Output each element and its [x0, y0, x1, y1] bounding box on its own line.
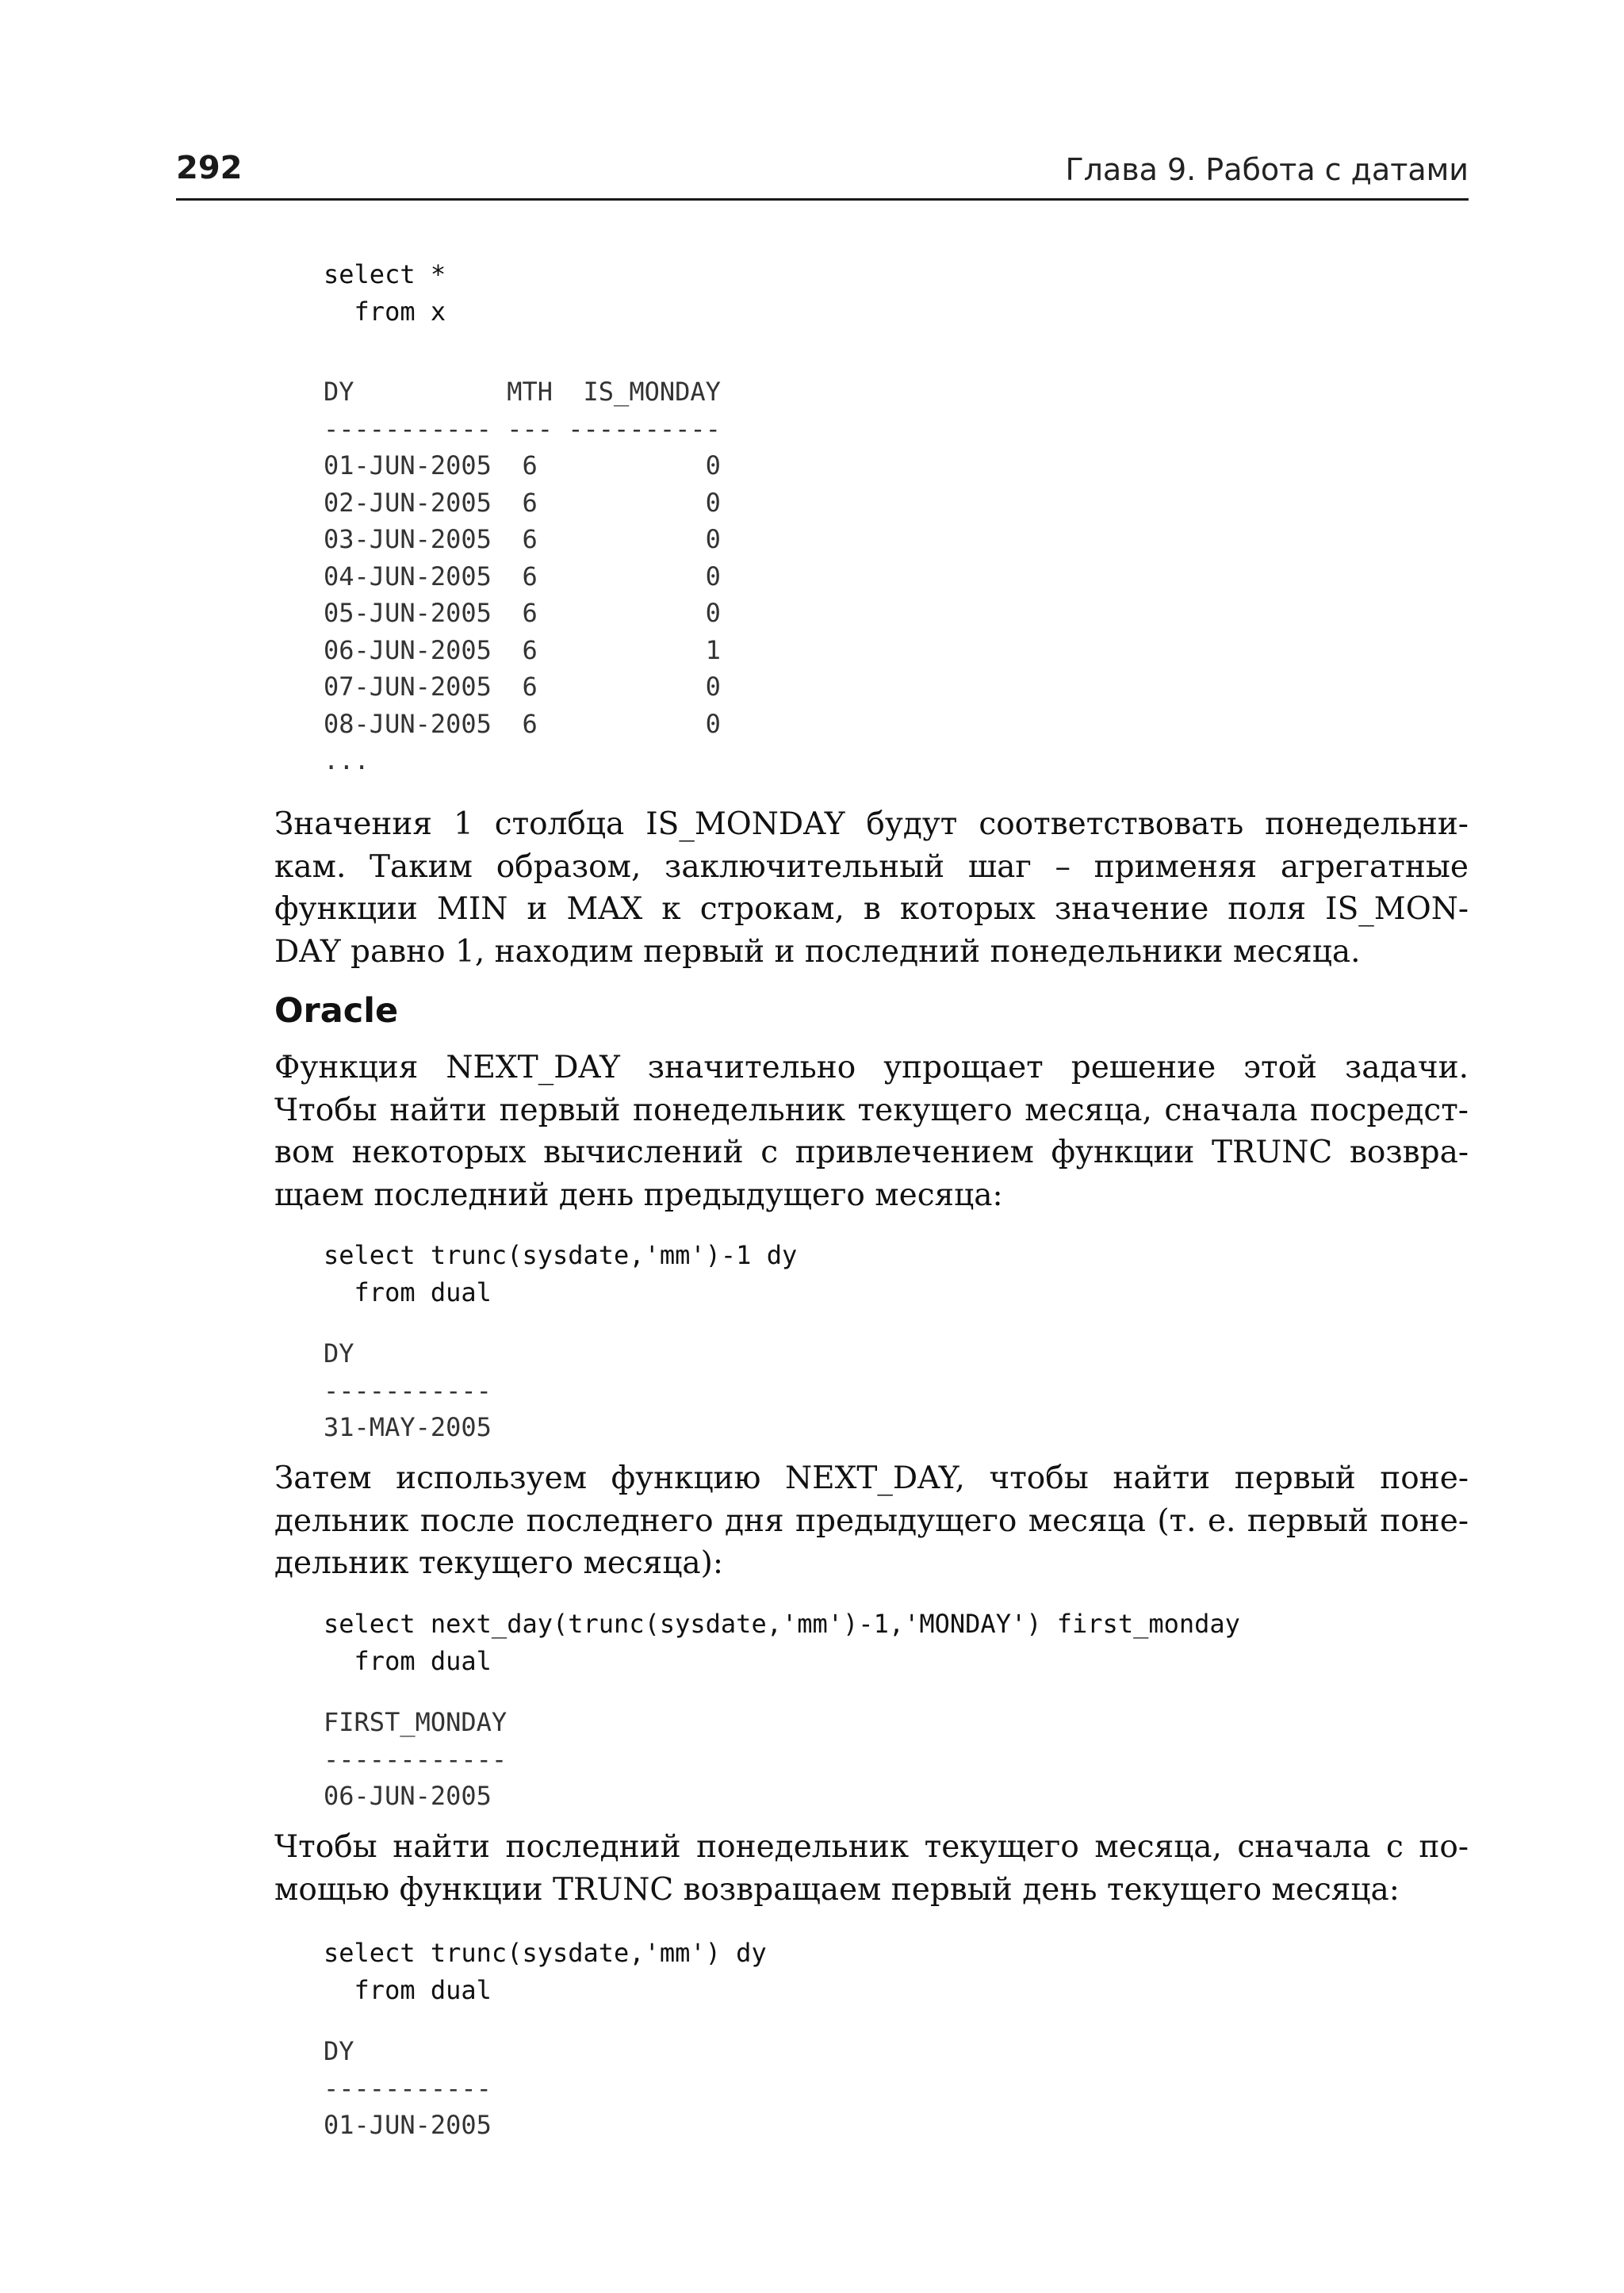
section-heading-oracle: Oracle	[274, 991, 399, 1031]
paragraph-first-monday	[274, 1457, 1469, 1585]
paragraph-line: кам. Таким образом, заключительный шаг – применяя агрегатные	[274, 848, 1469, 885]
paragraph-next-day	[274, 1047, 1469, 1216]
chapter-title: Глава 9. Работа с датами	[1065, 152, 1469, 187]
paragraph-line: мощью функции TRUNC возвращаем первый день текущего месяца:	[274, 1871, 1400, 1908]
paragraph-line: Затем используем функцию NEXT_DAY, чтобы найти первый поне-	[274, 1460, 1469, 1496]
paragraph-line: Функция NEXT_DAY значительно упрощает решение этой задачи.	[274, 1050, 1469, 1085]
code-result-first-monday: FIRST_MONDAY ------------ 06-JUN-2005	[324, 1707, 508, 1811]
paragraph-line: Чтобы найти первый понедельник текущего месяца, сначала посредст-	[274, 1092, 1469, 1128]
paragraph-line: Значения 1 столбца IS_MONDAY будут соответствовать понедельни-	[274, 806, 1469, 842]
paragraph-line: дельник после последнего дня предыдущего месяца (т. е. первый поне-	[274, 1503, 1469, 1539]
paragraph-line: дельник текущего месяца):	[274, 1545, 724, 1581]
paragraph-line: Чтобы найти последний понедельник текущего месяца, сначала с по-	[274, 1829, 1469, 1865]
code-result-last-day-prev: DY ----------- 31-MAY-2005	[324, 1338, 492, 1442]
paragraph-is-monday	[274, 803, 1469, 973]
code-result-x: DY MTH IS_MONDAY ----------- --- ---------- 01-JUN-2005 6 0 02-JUN-2005 6 0 03-JUN-2005 6 0 04-JUN-2005 6 0 05-JUN-2005 6 0 06-JUN-2005 6 1 07-JUN-2005 6 0 08-JUN-2005 6 0 ...	[324, 377, 721, 775]
code-query-last-day-prev: select trunc(sysdate,'mm')-1 dy from dual	[324, 1240, 798, 1307]
page-number: 292	[176, 150, 243, 186]
paragraph-line: щаем последний день предыдущего месяца:	[274, 1177, 1003, 1213]
header-divider	[176, 198, 1469, 201]
paragraph-line: DAY равно 1, находим первый и последний понедельники месяца.	[274, 933, 1361, 970]
code-query-x: select * from x	[324, 259, 446, 327]
paragraph-last-monday	[274, 1826, 1469, 1911]
code-query-first-day: select trunc(sysdate,'mm') dy from dual	[324, 1938, 767, 2005]
code-query-first-monday: select next_day(trunc(sysdate,'mm')-1,'MONDAY') first_monday from dual	[324, 1609, 1240, 1676]
paragraph-line: вом некоторых вычислений с привлечением функции TRUNC возвра-	[274, 1135, 1469, 1170]
code-result-first-day: DY ----------- 01-JUN-2005	[324, 2036, 492, 2140]
paragraph-line: функции MIN и MAX к строкам, в которых значение поля IS_MON-	[274, 891, 1469, 927]
